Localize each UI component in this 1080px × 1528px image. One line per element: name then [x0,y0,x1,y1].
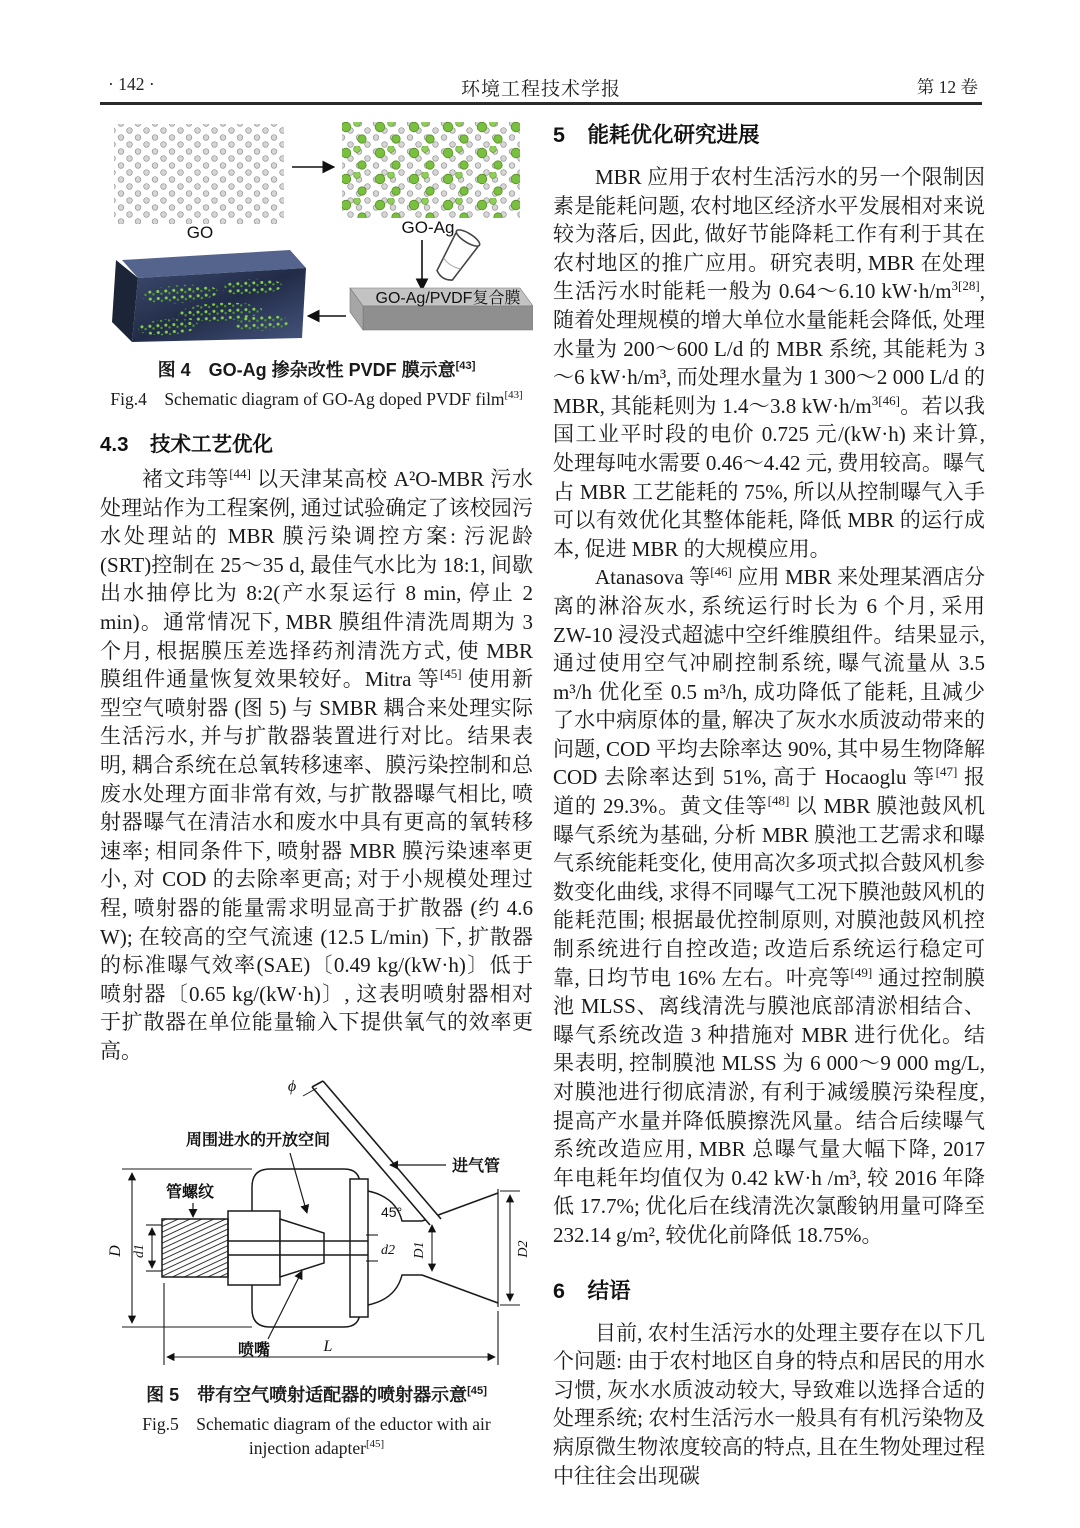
section-5-paragraph-2: Atanasova 等[46] 应用 MBR 来处理某酒店分离的淋浴灰水, 系统运行时长为 6 个月, 采用 ZW-10 浸没式超滤中空纤维膜组件。结果显示, 通过使用空气冲刷控制系统, 曝气流量从 3.5 m³/h 优化至 0.5 m³/h, 成功降低了能耗, 且减少了水中病原体的量, 解决了灰水水质波动带来的问题, COD 平均去除率达 90%, 其中易生物降解 COD 去除率达到 51%, 高于 Hocaoglu 等[47] 报道的 29.3%。黄文佳等[48] 以 MBR 膜池鼓风机曝气系统为基础, 分析 MBR 膜池工艺需求和曝气系统能耗变化, 使用高次多项式拟合鼓风机参数变化曲线, 求得不同曝气工况下膜池鼓风机的能耗范围; 根据最优控制原则, 对膜池鼓风机控制系统进行自控改造; 改造后系统运行稳定可靠, 日均节电 16% 左右。叶亮等[49] 通过控制膜池 MLSS、离线清洗与膜池底部清淤相结合、曝气系统改造 3 种措施对 MBR 进行优化。结果表明, 控制膜池 MLSS 为 6 000～9 000 mg/L, 对膜池进行彻底清淤, 有利于减缓膜污染程度, 提高产水量并降低膜擦洗风量。结合后续曝气系统改造应用, MBR 总曝气量大幅下降, 2017 年电耗年均值仅为 0.42 kW·h /m³, 较 2016 年降低 17.7%; 优化后在线清洗次氯酸钠用量可降至 232.14 g/m², 较优化前降低 18.75%。 [553,564,986,1247]
section-4-3-title: 技术工艺优化 [150,433,274,456]
section-4-3-heading [100,427,533,457]
section-5-title: 能耗优化研究进展 [587,123,760,147]
header-rule [100,102,982,105]
figure5-caption-en [100,1412,533,1460]
figure4-caption-en-text: Fig.4 Schematic diagram of GO-Ag doped PVDF film[43] [110,389,523,409]
journal-title: 环境工程技术学报 [460,79,621,100]
section-4-3-number: 4.3 [100,433,129,456]
open-space-label: 周围进水的开放空间 [186,1132,331,1150]
go-label: GO [186,223,214,242]
section-4-3-paragraph: 褚文玮等[44] 以天津某高校 A²O-MBR 污水处理站作为工程案例, 通过试验确定了该校园污水处理站的 MBR 膜污染调控方案: 污泥龄(SRT)控制在 25～35 d, 最佳气水比为 18:1, 间歇出水抽停比为 8:2(产水泵运行 8 min, 停止 2 min)。通常情况下, MBR 膜组件清洗周期为 3 个月, 根据膜压差选择药剂清洗方式, 使 MBR 膜组件通量恢复效果较好。Mitra 等[45] 使用新型空气喷射器 (图 5) 与 SMBR 耦合来处理实际生活污水, 并与扩散器装置进行对比。结果表明, 耦合系统在总氧转移速率、膜污染控制和总废水处理方面非常有效, 与扩散器曝气相比, 喷射器曝气在清洁水和废水中具有更高的氧转移速率; 相同条件下, 喷射器 MBR 膜污染速率更小, 对 COD 的去除率更高; 对于小规模处理过程, 喷射器的能量需求明显高于扩散器 (约 4.6 W); 在较高的空气流速 (12.5 L/min) 下, 扩散器的标准曝气效率(SAE)〔0.49 kg/(kW·h)〕低于喷射器〔0.65 kg/(kW·h)〕, 这表明喷射器相对于扩散器在单位能量输入下提供氧气的效率更高。 [100,466,534,1063]
figure5-caption-zh-text: 图 5 带有空气喷射适配器的喷射器示意[45] [146,1385,487,1406]
go-lattice [114,124,284,242]
figure5-caption-en-line1: Fig.5 Schematic diagram of the eductor with air [142,1414,491,1435]
nozzle-label: 喷嘴 [238,1342,271,1360]
phi-label: ϕ [287,1078,297,1096]
volume-label: 第 12 卷 [916,77,978,97]
figure4-goag-pvdf-schematic [100,120,533,348]
dim-D-label: D [107,1245,124,1258]
dim-d1-label: d1 [132,1244,147,1259]
goag-label: GO-Ag [401,218,455,237]
air-inlet-label: 进气管 [452,1158,501,1176]
section-6-number: 6 [553,1278,565,1303]
figure4-caption-zh [100,356,533,382]
dim-L-label: L [323,1338,333,1356]
left-column [100,120,533,1460]
section-6-heading [553,1274,985,1305]
figure5-eductor-schematic [100,1073,533,1373]
pipe-thread-label: 管螺纹 [166,1184,215,1202]
angle-45-label: 45° [381,1204,403,1221]
section-5-heading [553,118,985,149]
page-header [100,74,982,100]
dim-d2-label: d2 [381,1243,395,1259]
figure5-caption-zh [100,1381,533,1407]
pvdf-film-slab [350,288,533,330]
right-column [553,118,985,1490]
figure5-caption-en-line2: injection adapter[45] [248,1438,385,1459]
goag-lattice [342,122,520,237]
dim-D1-label: D1 [412,1241,427,1260]
section-5-number: 5 [553,123,565,147]
section-5-paragraph-1: MBR 应用于农村生活污水的另一个限制因素是能耗问题, 农村地区经济水平发展相对来说较为落后, 因此, 做好节能降耗工作有利于其在农村地区的推广应用。研究表明, MBR 在处理生活污水时能耗一般为 0.64～6.10 $kW\cdot h/m^{3[28]}$, 随着处理规模的增大单位水量能耗会降低, 处理水量为 200～600 L/d 的 MBR 系统, 其能耗为 3～6 kW·h/m³, 而处理水量为 1 300～2 000 L/d 的 MBR, 其能耗则为 1.4～3.8 $kW\cdot h/m^{3[46]}$。若以我国工业平时段的电价 0.725 元/(kW·h) 来计算, 处理每吨水需要 0.46～4.42 元, 费用较高。曝气占 MBR 工艺能耗的 75%, 所以从控制曝气入手可以有效优化其整体能耗, 降低 MBR 的运行成本, 促进 MBR 的大规模应用。 [553,165,986,561]
film-label: GO-Ag/PVDF复合膜 [375,290,521,307]
composite-membrane-block [112,250,306,342]
dim-D2-label: D2 [516,1240,531,1259]
section-6-title: 结语 [587,1278,631,1303]
figure4-caption-en [100,387,533,411]
figure4-caption-zh-text: 图 4 GO-Ag 掺杂改性 PVDF 膜示意[43] [157,360,476,380]
page-number: · 142 · [108,74,155,94]
section-6-paragraph: 目前, 农村生活污水的处理主要存在以下几个问题: 由于农村地区自身的特点和居民的用水习惯, 灰水水质波动较大, 导致难以选择合适的处理系统; 农村生活污水一般具有有机污染物及病原微生物浓度较高的特点, 且在生物处理过程中往往会出现碳 [553,1320,985,1488]
